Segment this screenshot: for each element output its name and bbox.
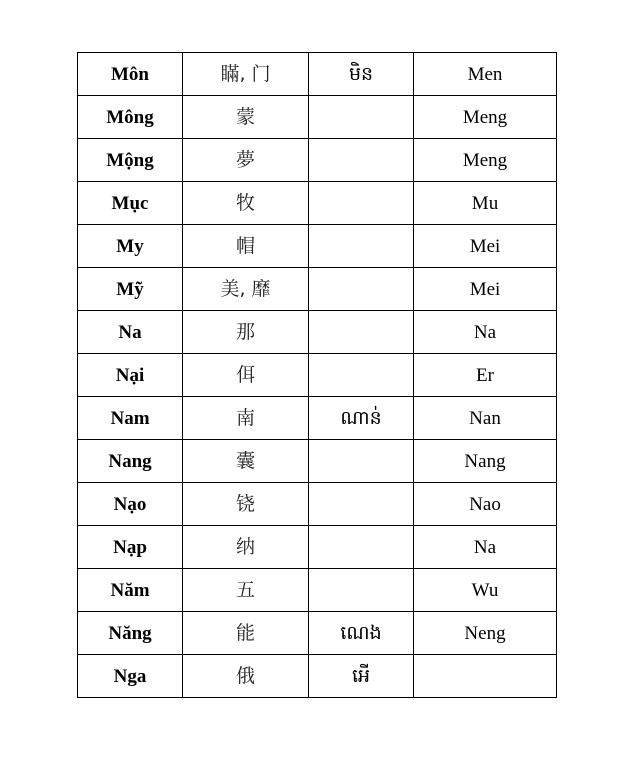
vietnamese-name-cell: Năng: [78, 612, 183, 655]
vietnamese-name-cell: Mỹ: [78, 268, 183, 311]
pinyin-cell: Na: [414, 526, 557, 569]
khmer-name-cell: [309, 225, 414, 268]
pinyin-cell: Mei: [414, 268, 557, 311]
khmer-name-cell: [309, 139, 414, 182]
khmer-name-cell: [309, 311, 414, 354]
chinese-character-cell: 美, 靡: [183, 268, 309, 311]
khmer-name-cell: [309, 440, 414, 483]
chinese-character-cell: 纳: [183, 526, 309, 569]
table-row: [78, 311, 557, 354]
pinyin-cell: [414, 655, 557, 698]
table-body: [78, 53, 557, 698]
table-row: [78, 483, 557, 526]
khmer-name-cell: [309, 96, 414, 139]
vietnamese-name-cell: Năm: [78, 569, 183, 612]
table-row: [78, 96, 557, 139]
khmer-name-cell: [309, 526, 414, 569]
khmer-name-cell: [309, 268, 414, 311]
table-row: [78, 526, 557, 569]
khmer-name-cell: ណាន់: [309, 397, 414, 440]
surname-table: [77, 52, 557, 698]
pinyin-cell: Neng: [414, 612, 557, 655]
table-row: [78, 569, 557, 612]
table-row: [78, 655, 557, 698]
vietnamese-name-cell: Mộng: [78, 139, 183, 182]
chinese-character-cell: 佴: [183, 354, 309, 397]
pinyin-cell: Er: [414, 354, 557, 397]
khmer-name-cell: មិន: [309, 53, 414, 96]
table-row: [78, 225, 557, 268]
vietnamese-name-cell: Na: [78, 311, 183, 354]
vietnamese-name-cell: Nang: [78, 440, 183, 483]
chinese-character-cell: 牧: [183, 182, 309, 225]
table-row: [78, 268, 557, 311]
pinyin-cell: Mu: [414, 182, 557, 225]
table-row: [78, 354, 557, 397]
pinyin-cell: Meng: [414, 96, 557, 139]
vietnamese-name-cell: Môn: [78, 53, 183, 96]
pinyin-cell: Nan: [414, 397, 557, 440]
chinese-character-cell: 蒙: [183, 96, 309, 139]
pinyin-cell: Nang: [414, 440, 557, 483]
pinyin-cell: Na: [414, 311, 557, 354]
table-row: [78, 53, 557, 96]
vietnamese-name-cell: Mục: [78, 182, 183, 225]
vietnamese-name-cell: Nại: [78, 354, 183, 397]
vietnamese-name-cell: Nga: [78, 655, 183, 698]
chinese-character-cell: 俄: [183, 655, 309, 698]
table-row: [78, 612, 557, 655]
khmer-name-cell: [309, 483, 414, 526]
vietnamese-name-cell: Nam: [78, 397, 183, 440]
vietnamese-name-cell: My: [78, 225, 183, 268]
khmer-name-cell: [309, 569, 414, 612]
chinese-character-cell: 五: [183, 569, 309, 612]
chinese-character-cell: 夢: [183, 139, 309, 182]
khmer-name-cell: [309, 182, 414, 225]
pinyin-cell: Men: [414, 53, 557, 96]
chinese-character-cell: 能: [183, 612, 309, 655]
table-row: [78, 139, 557, 182]
vietnamese-name-cell: Mông: [78, 96, 183, 139]
chinese-character-cell: 南: [183, 397, 309, 440]
chinese-character-cell: 那: [183, 311, 309, 354]
khmer-name-cell: ណេង: [309, 612, 414, 655]
pinyin-cell: Nao: [414, 483, 557, 526]
table-row: [78, 182, 557, 225]
chinese-character-cell: 囊: [183, 440, 309, 483]
chinese-character-cell: 帽: [183, 225, 309, 268]
chinese-character-cell: 铙: [183, 483, 309, 526]
table-row: [78, 440, 557, 483]
khmer-name-cell: [309, 354, 414, 397]
pinyin-cell: Meng: [414, 139, 557, 182]
chinese-character-cell: 瞞, 门: [183, 53, 309, 96]
vietnamese-name-cell: Nạo: [78, 483, 183, 526]
khmer-name-cell: អើ: [309, 655, 414, 698]
vietnamese-name-cell: Nạp: [78, 526, 183, 569]
pinyin-cell: Wu: [414, 569, 557, 612]
table-row: [78, 397, 557, 440]
pinyin-cell: Mei: [414, 225, 557, 268]
